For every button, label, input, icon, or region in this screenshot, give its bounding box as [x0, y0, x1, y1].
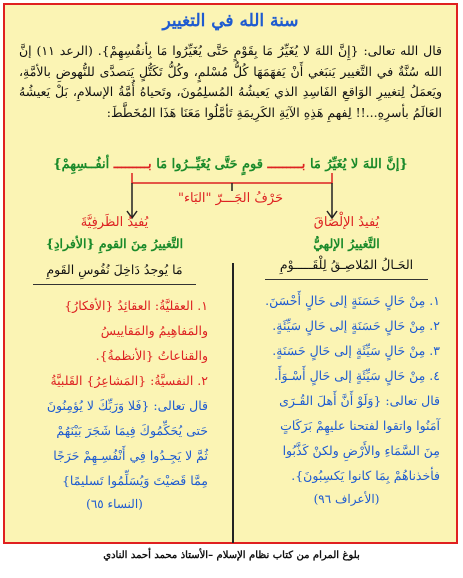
page-frame: [3, 3, 458, 544]
left-line3: مَا يُوجدُ دَاخِلَ نُفُوسِ القَومِ: [33, 262, 196, 285]
page-title: سنة الله في التغيير: [162, 11, 299, 31]
left-head: يُفيدُ الظَرفِيَّةَ: [80, 215, 149, 230]
verse-ba-1: بـــــــــ: [267, 157, 306, 172]
left-item: ٢. النفسيَّةُ: {المَشاعِرُ} القَلبيَّةُ: [50, 373, 208, 388]
right-item: ٢. مِنْ حَالٍ حَسَنَةٍ إلى حَالٍ سَيِّئَةٍ.: [272, 318, 440, 333]
harf-label: حَرْفُ الجَـــرّ "البَاء": [177, 191, 284, 206]
left-quote-2: حَتى يُحَكِّمُوكَ فِيمَا شَجَرَ بَيْنَهُمْ: [56, 423, 208, 438]
intro-paragraph: قال الله تعالى: {إِنَّ اللهَ لا يُغَيِّرُ مَا بِقَوْمٍ حَتَّى يُغَيِّرُوا مَا بِأنفُسِهِمْ}. (الرعد ١١) إنَّ الله سُنَّةٌ في التَّغيير يَنبَغي أَنْ يَفهَمَهَا كُلُّ مُسْلمٍ، وكُلُّ تَكَتُّلٍ يَتصدَّى للنُّهوضِ بالأمَّةِ، ويَعمَلُ لِتغييرِ الوَاقعِ الفَاسِدِ الذي يَعيشُهُ المُسلِمُونَ، وتَحياهُ أُمَّةُ الإسلامِ، بَلْ يَعيشُهُ العَالَمُ بأسرِهِ...!! لِفهمِ هَذِهِ الآيَةِ الكَرِيمَةِ تَأمَّلُوا مَعَنَا هَذَا المُخَطَّطَ:: [19, 43, 442, 120]
left-quote-1: قال تعالى: {فَلا وَرَبِّكَ لا يُؤمِنُونَ: [46, 398, 208, 413]
right-column: [249, 215, 444, 506]
verse-part-c: قومٍ حَتَّى يُغَيِّــرُوا مَا: [156, 157, 263, 172]
right-quote-3: مِنَ السَّمَاءِ والأَرْضِ ولكنْ كَذَّبُوا: [282, 443, 440, 458]
left-quote-4: مِمَّا قَضيْتَ وَيُسَلِّمُوا تَسليمًا}: [61, 473, 208, 488]
left-reference: (النساء ٦٥): [86, 497, 143, 511]
left-items: [17, 293, 212, 493]
left-item: ١. العقليَّةُ: العقائِدُ {الأفكارُ}: [64, 298, 208, 313]
column-divider: [232, 263, 234, 543]
left-quote-3: ثُمَّ لا يَجِـدُوا فِي أَنْفُسِـهِمْ حَرَجًا: [53, 448, 208, 463]
right-quote-1: قال تعالى: {وَلَوْ أَنَّ أَهلَ القُـرَى: [279, 393, 440, 408]
right-line3: الحَـالُ المُلاصِـقُ لِلْقَـــــوْمِ: [265, 257, 428, 280]
right-item: ٣. مِنْ حَالٍ سَيِّئَةٍ إلى حَالٍ حَسَنَةٍ.: [272, 343, 440, 358]
right-reference: (الأعراف ٩٦): [313, 492, 380, 506]
footer-credit: بلوغ المرام من كتاب نظام الإسلام –الأستاذ محمد أحمد النادي: [103, 550, 360, 561]
left-column: [17, 215, 212, 511]
right-quote-2: آمَنُوا واتقوا لفتحنا عليهِمْ بَرَكَاتٍ: [280, 418, 440, 433]
left-item: والقناعاتُ {الأنظمةُ}.: [95, 348, 208, 363]
left-sub: التَّغييرُ مِنَ القومِ {الأفرادِ}: [45, 236, 184, 251]
right-item: ٤. مِنْ حَالٍ سَيِّئَةٍ إلى حَالٍ أَسْـوَأَ.: [274, 368, 440, 383]
right-items: [249, 288, 444, 488]
verse-ba-2: بـــــــــ: [113, 157, 152, 172]
verse-part-e: أنفُــسِهِمْ}: [53, 157, 110, 172]
right-sub: التَّغييرُ الإلهيُّ: [313, 236, 380, 251]
left-item: والمَفاهِيمُ والمَقاييسُ: [100, 323, 208, 338]
bracket-line: [132, 173, 332, 183]
right-quote-4: فأخذناهُمْ بِمَا كانوا يَكسِبُونَ}.: [291, 468, 440, 483]
verse-part-a: {إنَّ اللهَ لا يُغَيِّرُ مَا: [309, 157, 408, 172]
right-head: يُفيدُ الإلْصَاقَ: [313, 215, 380, 230]
right-item: ١. مِنْ حَالٍ حَسَنَةٍ إلى حَالٍ أَحْسَنَ.: [265, 293, 440, 308]
